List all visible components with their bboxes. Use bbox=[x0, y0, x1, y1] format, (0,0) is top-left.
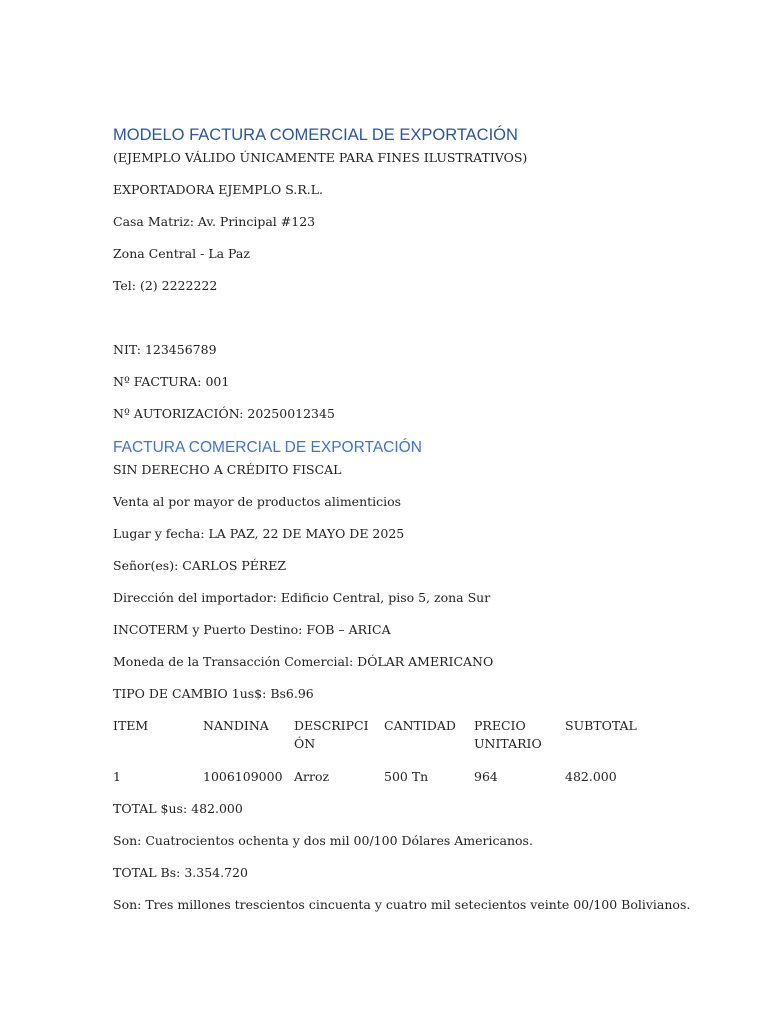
amount-words-usd: Son: Cuatrocientos ochenta y dos mil 00/100 Dólares Americanos. bbox=[113, 833, 533, 848]
total-bs: TOTAL Bs: 3.354.720 bbox=[113, 865, 248, 880]
table-header-nandina: NANDINA bbox=[203, 718, 269, 733]
table-cell-unit-price: 964 bbox=[474, 769, 498, 784]
place-date-line: Lugar y fecha: LA PAZ, 22 DE MAYO DE 2025 bbox=[113, 526, 405, 541]
table-header-subtotal: SUBTOTAL bbox=[565, 718, 637, 733]
invoice-number: Nº FACTURA: 001 bbox=[113, 374, 230, 389]
activity-line: Venta al por mayor de productos alimenticios bbox=[113, 494, 402, 509]
table-cell-item: 1 bbox=[113, 769, 121, 784]
fiscal-note: SIN DERECHO A CRÉDITO FISCAL bbox=[113, 462, 342, 477]
table-cell-description: Arroz bbox=[294, 769, 330, 784]
incoterm-line: INCOTERM y Puerto Destino: FOB – ARICA bbox=[113, 622, 391, 637]
table-header-item: ITEM bbox=[113, 718, 149, 733]
table-cell-nandina: 1006109000 bbox=[203, 769, 283, 784]
invoice-heading: FACTURA COMERCIAL DE EXPORTACIÓN bbox=[113, 439, 422, 456]
company-address: Casa Matriz: Av. Principal #123 bbox=[113, 214, 316, 229]
company-phone: Tel: (2) 2222222 bbox=[113, 278, 218, 293]
table-header-unit-price: PRECIO UNITARIO bbox=[474, 718, 542, 751]
document-title: MODELO FACTURA COMERCIAL DE EXPORTACIÓN bbox=[113, 126, 518, 144]
nit-number: NIT: 123456789 bbox=[113, 342, 217, 357]
client-line: Señor(es): CARLOS PÉREZ bbox=[113, 558, 287, 573]
amount-words-bs: Son: Tres millones trescientos cincuenta y cuatro mil setecientos veinte 00/100 Bolivianos. bbox=[113, 897, 691, 912]
importer-address-line: Dirección del importador: Edificio Central, piso 5, zona Sur bbox=[113, 590, 491, 605]
document-subtitle: (EJEMPLO VÁLIDO ÚNICAMENTE PARA FINES ILUSTRATIVOS) bbox=[113, 150, 528, 165]
table-cell-subtotal: 482.000 bbox=[565, 769, 617, 784]
company-name: EXPORTADORA EJEMPLO S.R.L. bbox=[113, 182, 323, 197]
authorization-number: Nº AUTORIZACIÓN: 20250012345 bbox=[113, 406, 335, 421]
table-cell-quantity: 500 Tn bbox=[384, 769, 429, 784]
company-zone: Zona Central - La Paz bbox=[113, 246, 250, 261]
table-header-quantity: CANTIDAD bbox=[384, 718, 456, 733]
table-header-description: DESCRIPCIÓN bbox=[294, 718, 369, 751]
total-usd: TOTAL $us: 482.000 bbox=[113, 801, 243, 816]
exchange-rate-line: TIPO DE CAMBIO 1us$: Bs6.96 bbox=[113, 686, 314, 701]
currency-line: Moneda de la Transacción Comercial: DÓLAR AMERICANO bbox=[113, 654, 494, 669]
